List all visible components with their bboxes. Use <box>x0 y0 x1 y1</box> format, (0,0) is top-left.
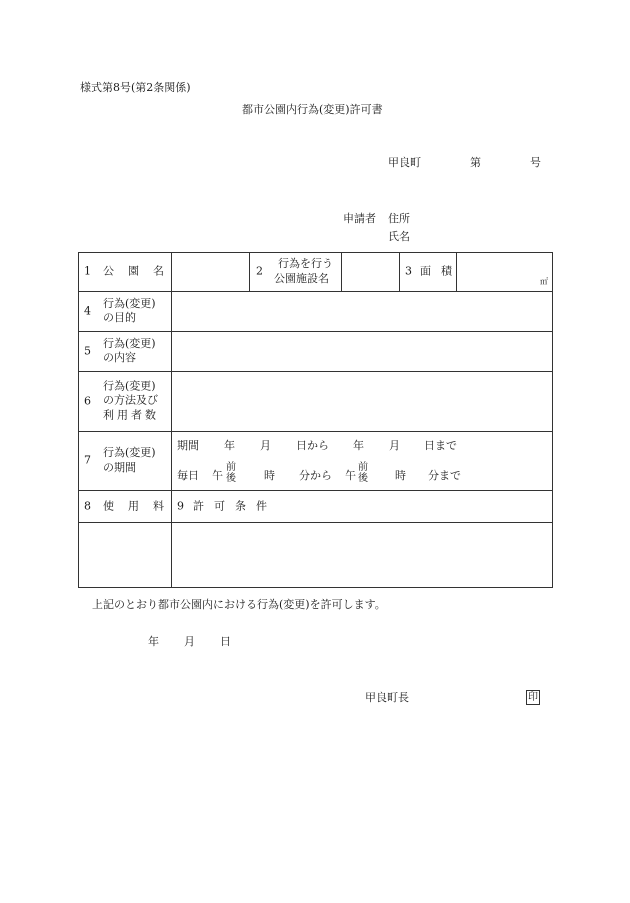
row-number: 7 <box>84 453 91 467</box>
row-number: 1 <box>84 264 91 278</box>
facility-label-cell <box>250 253 342 292</box>
purpose-label-cell <box>79 292 172 332</box>
table-row <box>79 332 553 372</box>
am-label: 前 <box>226 462 236 473</box>
row-number: 5 <box>84 344 91 358</box>
content-label-cell <box>79 332 172 372</box>
issuer-town: 甲良町 <box>388 156 421 169</box>
table-row <box>79 432 553 491</box>
conditions-field[interactable] <box>172 523 553 588</box>
row-number: 6 <box>84 394 91 408</box>
period-month-end: 月 <box>389 439 400 452</box>
facility-label-line1: 行為を行う <box>278 257 333 271</box>
table-row <box>79 253 553 292</box>
am-label-end: 前 <box>358 462 368 473</box>
daily-label: 毎日 <box>177 469 199 482</box>
fee-label-cell <box>79 491 178 523</box>
date-month: 月 <box>184 635 195 648</box>
method-label-line2: の方法及び <box>103 394 158 408</box>
park-name-field[interactable] <box>172 253 250 292</box>
hour-until: 時 <box>395 469 406 482</box>
date-year: 年 <box>148 635 159 648</box>
facility-label-line2: 公園施設名 <box>274 272 329 285</box>
hour-from: 時 <box>264 469 275 482</box>
fee-label: 使用料 <box>103 499 178 513</box>
area-label: 面積 <box>420 264 462 278</box>
permit-no-suffix: 号 <box>530 156 541 169</box>
table-row <box>79 523 553 588</box>
facility-name-field[interactable] <box>342 253 400 292</box>
row-number: 4 <box>84 304 91 318</box>
conditions-label: 許可条件 <box>193 499 277 513</box>
pm-label: 後 <box>226 473 236 484</box>
area-field[interactable] <box>457 253 553 292</box>
permit-statement: 上記のとおり都市公園内における行為(変更)を許可します。 <box>92 598 386 611</box>
fee-field[interactable] <box>79 523 172 588</box>
applicant-label: 申請者 <box>343 212 376 225</box>
purpose-label-line1: 行為(変更) <box>103 296 156 310</box>
permit-no-prefix: 第 <box>470 156 481 169</box>
permit-table <box>78 252 553 588</box>
row-number: 2 <box>256 264 263 278</box>
table-row <box>79 372 553 432</box>
row-number: 8 <box>84 499 91 513</box>
area-unit: ㎡ <box>540 277 548 287</box>
form-number: 様式第8号(第2条関係) <box>80 81 191 94</box>
row-number: 3 <box>405 264 412 278</box>
period-label-line2: の期間 <box>103 461 136 474</box>
date-day: 日 <box>220 635 231 648</box>
method-field[interactable] <box>172 372 553 432</box>
period-label-line1: 行為(変更) <box>103 446 156 460</box>
page-title: 都市公園内行為(変更)許可書 <box>242 103 383 116</box>
ampm-go: 午 <box>212 469 223 482</box>
conditions-label-cell <box>172 491 553 523</box>
park-name-label-cell <box>79 253 178 292</box>
method-label-cell <box>79 372 172 432</box>
content-label-line1: 行為(変更) <box>103 336 156 350</box>
period-label-cell <box>79 432 172 491</box>
ampm-go-end: 午 <box>345 469 356 482</box>
park-name-label: 公園名 <box>103 264 178 278</box>
minute-until: 分まで <box>428 469 461 482</box>
pm-label-end: 後 <box>358 473 368 484</box>
period-field[interactable] <box>172 432 553 491</box>
period-kikan: 期間 <box>177 439 199 452</box>
address-label: 住所 <box>388 212 410 225</box>
mayor-title: 甲良町長 <box>365 691 409 704</box>
purpose-field[interactable] <box>172 292 553 332</box>
purpose-label-line2: の目的 <box>103 311 136 325</box>
content-label-line2: の内容 <box>103 351 136 365</box>
method-label-line3: 利用者数 <box>103 408 159 422</box>
table-row <box>79 491 553 523</box>
period-month: 月 <box>260 439 271 452</box>
table-row <box>79 292 553 332</box>
period-year-end: 年 <box>353 439 364 452</box>
name-label: 氏名 <box>388 230 410 243</box>
content-field[interactable] <box>172 332 553 372</box>
period-year: 年 <box>224 439 235 452</box>
row-number: 9 <box>177 499 184 513</box>
seal-mark: 印 <box>528 692 538 703</box>
period-day-from: 日から <box>296 439 329 452</box>
area-label-cell <box>400 253 462 292</box>
method-label-line1: 行為(変更) <box>103 379 156 393</box>
minute-from: 分から <box>299 469 332 482</box>
period-day-until: 日まで <box>424 439 457 452</box>
